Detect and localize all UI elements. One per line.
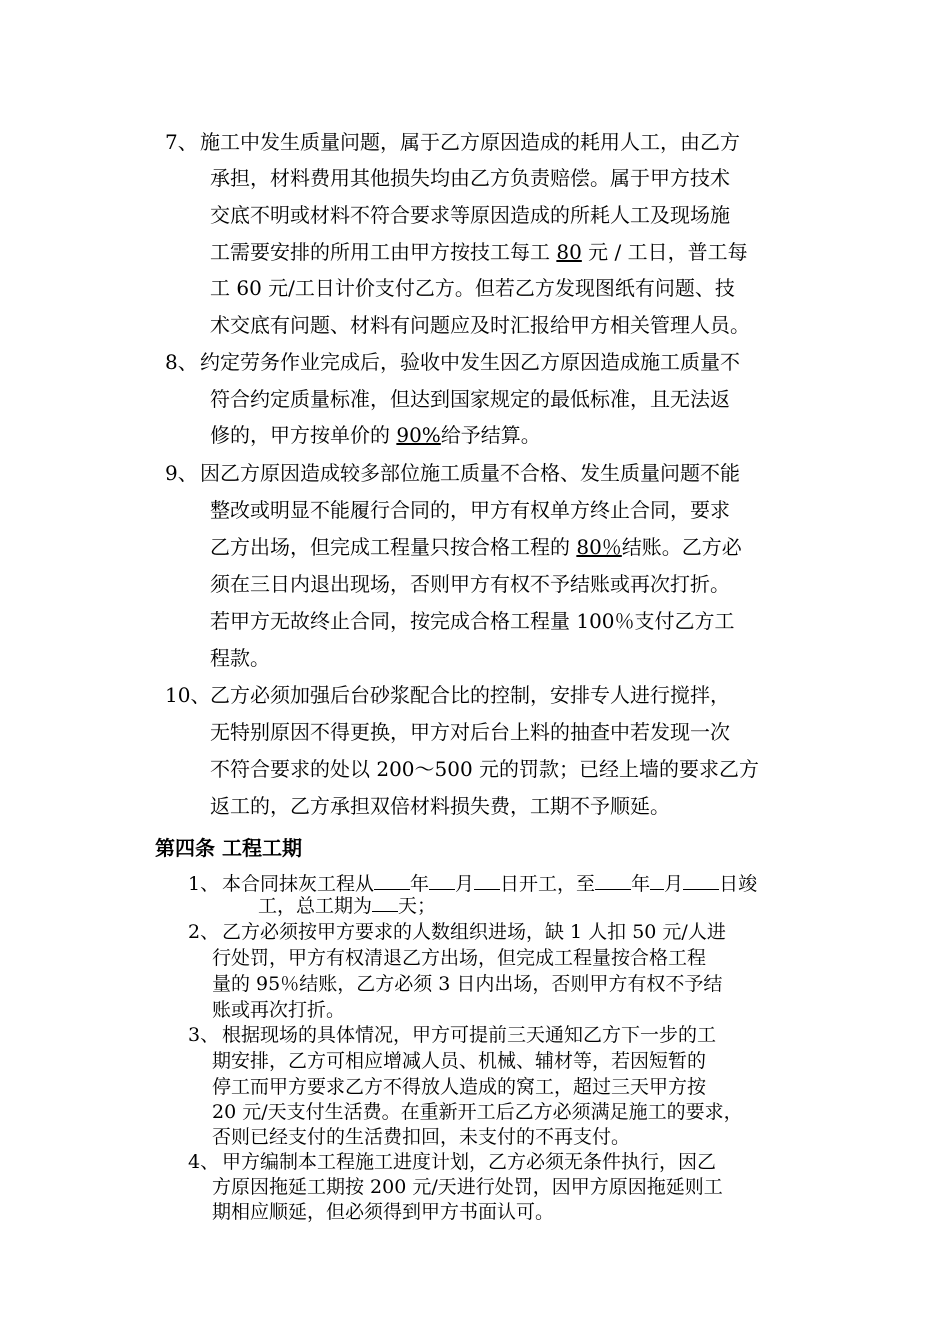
item-line: 无特别原因不得更换，甲方对后台上料的抽查中若发现一次 (210, 720, 730, 744)
item-number: 3、 (188, 1024, 220, 1046)
item-number: 10、 (165, 683, 211, 707)
item-line: 甲方编制本工程施工进度计划，乙方必须无条件执行，因乙 (222, 1151, 717, 1173)
item-line: 返工的，乙方承担双倍材料损失费，工期不予顺延。 (210, 794, 670, 818)
item-line: 方原因拖延工期按 200 元/天进行处罚，因甲方原因拖延则工 (212, 1176, 723, 1198)
item-number: 4、 (188, 1151, 220, 1173)
item-line (210, 531, 742, 560)
item-line: 符合约定质量标准，但达到国家规定的最低标准，且无法返 (210, 387, 730, 411)
text-run: 元 / 工日，普工每 (581, 240, 748, 264)
section-heading: 第四条 工程工期 (155, 836, 302, 860)
item-line: 否则已经支付的生活费扣回，未支付的不再支付。 (212, 1126, 631, 1148)
blank-field (595, 873, 631, 890)
item-number: 7、 (165, 130, 198, 154)
item-number: 9、 (165, 461, 198, 485)
item-number: 8、 (165, 350, 198, 374)
text-run: 月 (664, 873, 684, 895)
item-number: 1、 (188, 873, 220, 895)
text-run: 年 (631, 873, 651, 895)
underlined-value: 90% (396, 423, 441, 447)
text-run: 日竣 (719, 873, 758, 895)
text-run: 月 (455, 873, 475, 895)
item-line: 程款。 (210, 646, 270, 670)
text-run: 工需要安排的所用工由甲方按技工每工 (210, 240, 557, 264)
item-line: 期安排，乙方可相应增减人员、机械、辅材等，若因短暂的 (212, 1050, 707, 1072)
item-line: 因乙方原因造成较多部位施工质量不合格、发生质量问题不能 (200, 461, 740, 485)
text-run: 修的，甲方按单价的 (210, 423, 397, 447)
blank-field (683, 873, 719, 890)
blank-field (372, 895, 398, 912)
item-line: 20 元/天支付生活费。在重新开工后乙方必须满足施工的要求， (212, 1101, 743, 1123)
item-line: 不符合要求的处以 200～500 元的罚款；已经上墙的要求乙方 (210, 757, 760, 781)
item-line (210, 419, 541, 448)
item-line: 约定劳务作业完成后，验收中发生因乙方原因造成施工质量不 (200, 350, 740, 374)
item-line: 工 60 元/工日计价支付乙方。但若乙方发现图纸有问题、技 (210, 276, 735, 300)
item-number: 2、 (188, 921, 220, 943)
text-run: 天； (398, 895, 437, 917)
item-line: 须在三日内退出现场，否则甲方有权不予结账或再次打折。 (210, 572, 730, 596)
text-run: 给予结算。 (440, 423, 541, 447)
item-line: 施工中发生质量问题，属于乙方原因造成的耗用人工，由乙方 (200, 130, 740, 154)
blank-field (474, 873, 500, 890)
blank-field (374, 873, 410, 890)
item-line (258, 891, 436, 918)
item-line: 若甲方无故终止合同，按完成合格工程量 100％支付乙方工 (210, 609, 735, 633)
underlined-value: 80％ (576, 535, 622, 559)
text-run: 本合同抹灰工程从 (222, 873, 375, 895)
item-line: 承担，材料费用其他损失均由乙方负责赔偿。属于甲方技术 (210, 166, 730, 190)
text-run: 年 (410, 873, 430, 895)
underlined-value: 80 (556, 240, 582, 264)
text-run: 乙方出场，但完成工程量只按合格工程的 (210, 535, 577, 559)
item-line: 交底不明或材料不符合要求等原因造成的所耗人工及现场施 (210, 203, 730, 227)
blank-field (650, 873, 664, 890)
item-line: 整改或明显不能履行合同的，甲方有权单方终止合同，要求 (210, 498, 730, 522)
item-line: 量的 95％结账，乙方必须 3 日内出场，否则甲方有权不予结 (212, 973, 723, 995)
text-run: 日开工，至 (500, 873, 596, 895)
text-run: 结账。乙方必 (621, 535, 742, 559)
text-run: 工，总工期为 (258, 895, 373, 917)
item-line: 行处罚，甲方有权清退乙方出场，但完成工程量按合格工程 (212, 947, 707, 969)
item-line: 账或再次打折。 (212, 999, 346, 1021)
item-line: 乙方必须加强后台砂浆配合比的控制，安排专人进行搅拌， (210, 683, 730, 707)
item-line: 乙方必须按甲方要求的人数组织进场，缺 1 人扣 50 元/人进 (222, 921, 726, 943)
blank-field (429, 873, 455, 890)
item-line: 停工而甲方要求乙方不得放人造成的窝工，超过三天甲方按 (212, 1076, 707, 1098)
item-line: 根据现场的具体情况，甲方可提前三天通知乙方下一步的工 (222, 1024, 717, 1046)
item-line (210, 236, 748, 265)
item-line: 期相应顺延，但必须得到甲方书面认可。 (212, 1201, 555, 1223)
item-line: 术交底有问题、材料有问题应及时汇报给甲方相关管理人员。 (210, 313, 750, 337)
